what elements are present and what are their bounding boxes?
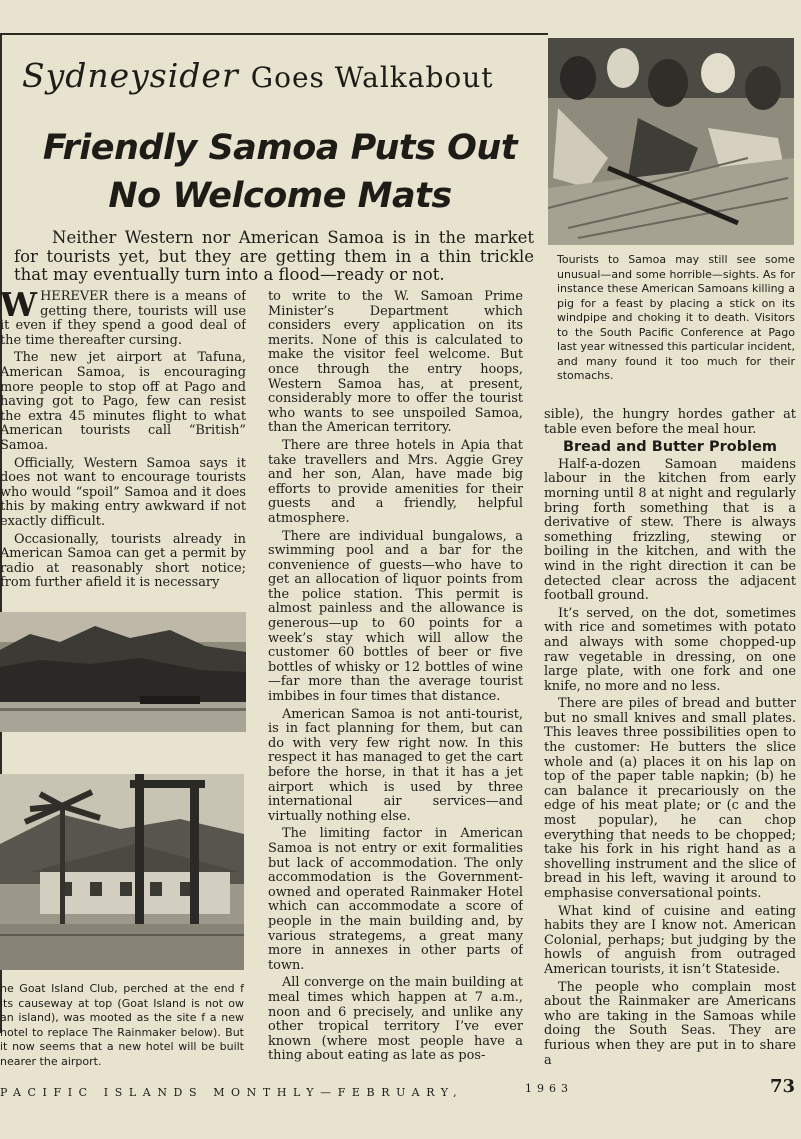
page-footer [0, 1076, 801, 1110]
paragraph: American Samoa is not anti-tourist, is in fact planning for them, but can do with very few right now. In this respect it has managed to get the cart before the horse, in that it has a jet airport which is used by three international air services—and virtually nothing else. [268, 706, 523, 824]
paragraph: What kind of cuisine and eating habits they are I know not. American Colonial, perhaps; but judging by the howls of anguish from outraged American tourists, it isn’t Stateside. [544, 903, 796, 977]
paragraph: Officially, Western Samoa says it does not want to encourage tourists who would “spoil” Samoa and it does this by making entry awkward if not exactly difficult. [0, 455, 246, 529]
masthead-rest: Goes Walkabout [250, 61, 494, 94]
paragraph: There are piles of bread and butter but no small knives and small plates. This leaves three possibilities open to the customer: He butters the slice whole and (a) places it on his lap on top of the paper table napkin; (b) he can balance it precariously on the edge of his meat plate; or (c and the most popular), he can chop everything that needs to be chopped; take his fork in his right hand as a shovelling instrument and the slice of bread in his left, waving it around to emphasise conversational points. [544, 696, 796, 901]
paragraph: to write to the W. Samoan Prime Minister’s Department which considers every application on its merits. None of this is calculated to make the visitor feel welcome. But once through the entry hoops, Western Samoa has, at present, considerably more to offer the tourist who wants to see unspoiled Samoa, than the American territory. [268, 290, 523, 436]
issue-year: 1963 [525, 1082, 573, 1095]
paragraph: There are individual bungalows, a swimming pool and a bar for the convenience of guests—who have to get an allocation of liquor points from the police station. This permit is almost painless and the allowance is generous—up to 60 points for a week’s stay which will allow the customer 60 bottles of beer or five bottles of whisky or 12 bottles of wine—far more than the average tourist imbibes in four times that distance. [268, 528, 523, 705]
paragraph: There are three hotels in Apia that take travellers and Mrs. Aggie Grey and her son, Alan, have made big efforts to provide amenities for their guests and a friendly, helpful atmosphere. [268, 437, 523, 526]
paragraph: Occasionally, tourists already in American Samoa can get a permit by radio at reasonably short notice; from further afield it is necessary [0, 531, 246, 591]
samoans-feast-photo [548, 38, 794, 245]
masthead-brand: Sydneysider [22, 56, 239, 95]
goat-island-photo [0, 612, 246, 732]
page-number: 73 [770, 1076, 796, 1097]
article-column-3 [544, 408, 796, 1072]
article-column-1 [0, 290, 246, 602]
article-deck: Neither Western nor American Samoa is in the market for tourists yet, but they are getting them in a thin trickle that may eventually turn into a flood—ready or not. [14, 228, 534, 284]
rainmaker-hotel-photo [0, 774, 244, 970]
column-masthead [22, 56, 532, 108]
samoans-caption: Tourists to Samoa may still see some unusual—and some horrible—sights. As for instance these American Samoans killing a pig for a feast by placing a stick on its windpipe and choking it to death. Visitors to the South Pacific Conference at Pago last year witnessed this particular incident, and many found it too much for their stomachs. [557, 253, 795, 382]
paragraph: The people who complain most about the Rainmaker are Americans who are taking in the Samoas while doing the South Seas. They are furious when they are put in to share a [544, 979, 796, 1068]
article-headline [40, 124, 520, 220]
paragraph [0, 290, 246, 348]
paragraph: The limiting factor in American Samoa is not entry or exit formalities but lack of accommodation. The only accommodation is the Government-owned and operated Rainmaker Hotel which can accommodate a score of people in the main building and, by various strategems, a great many more in annexes in other parts of town. [268, 826, 523, 973]
paragraph: The new jet airport at Tafuna, American Samoa, is encouraging more people to stop off at Pago and having got to Pago, few can resist the extra 45 minutes flight to what American tourists call “British” Samoa. [0, 350, 246, 453]
drop-cap: W [0, 290, 38, 324]
paragraph-text: HEREVER there is a means of getting there, tourists will use it even if they spend a good deal of the time thereafter cursing. [0, 290, 246, 348]
goat-island-caption: he Goat Island Club, perched at the end f its causeway at top (Goat Island is not ow an island), was mooted as the site f a new hotel to replace The Rainmaker below). But it now seems that a new hotel will be built nearer the airport. [0, 982, 244, 1068]
section-subhead: Bread and Butter Problem [562, 439, 778, 456]
paragraph: Half-a-dozen Samoan maidens labour in the kitchen from early morning until 8 at night and regularly bring forth something that is a derivative of stew. There is always something frizzling, stewing or boiling in the kitchen, and with the wind in the right direction it can be detected clear across the adjacent football ground. [544, 456, 796, 604]
paragraph: It’s served, on the dot, sometimes with rice and sometimes with potato and always with some chopped-up raw vegetable in dressing, on one large plate, with one fork and one knife, no more and no less. [544, 605, 796, 694]
paragraph: All converge on the main building at meal times which happen at 7 a.m., noon and 6 precisely, and unlike any other tropical territory I’ve ever known (where most people have a thing about eating as late as pos- [268, 975, 523, 1064]
headline-line-2: No Welcome Mats [108, 176, 452, 216]
paragraph: sible), the hungry hordes gather at table even before the meal hour. [544, 408, 796, 437]
header-rule [0, 33, 548, 35]
headline-line-1: Friendly Samoa Puts Out [42, 128, 518, 168]
publication-name: PACIFIC ISLANDS MONTHLY—FEBRUARY, [0, 1086, 464, 1099]
article-column-2 [268, 290, 523, 1072]
